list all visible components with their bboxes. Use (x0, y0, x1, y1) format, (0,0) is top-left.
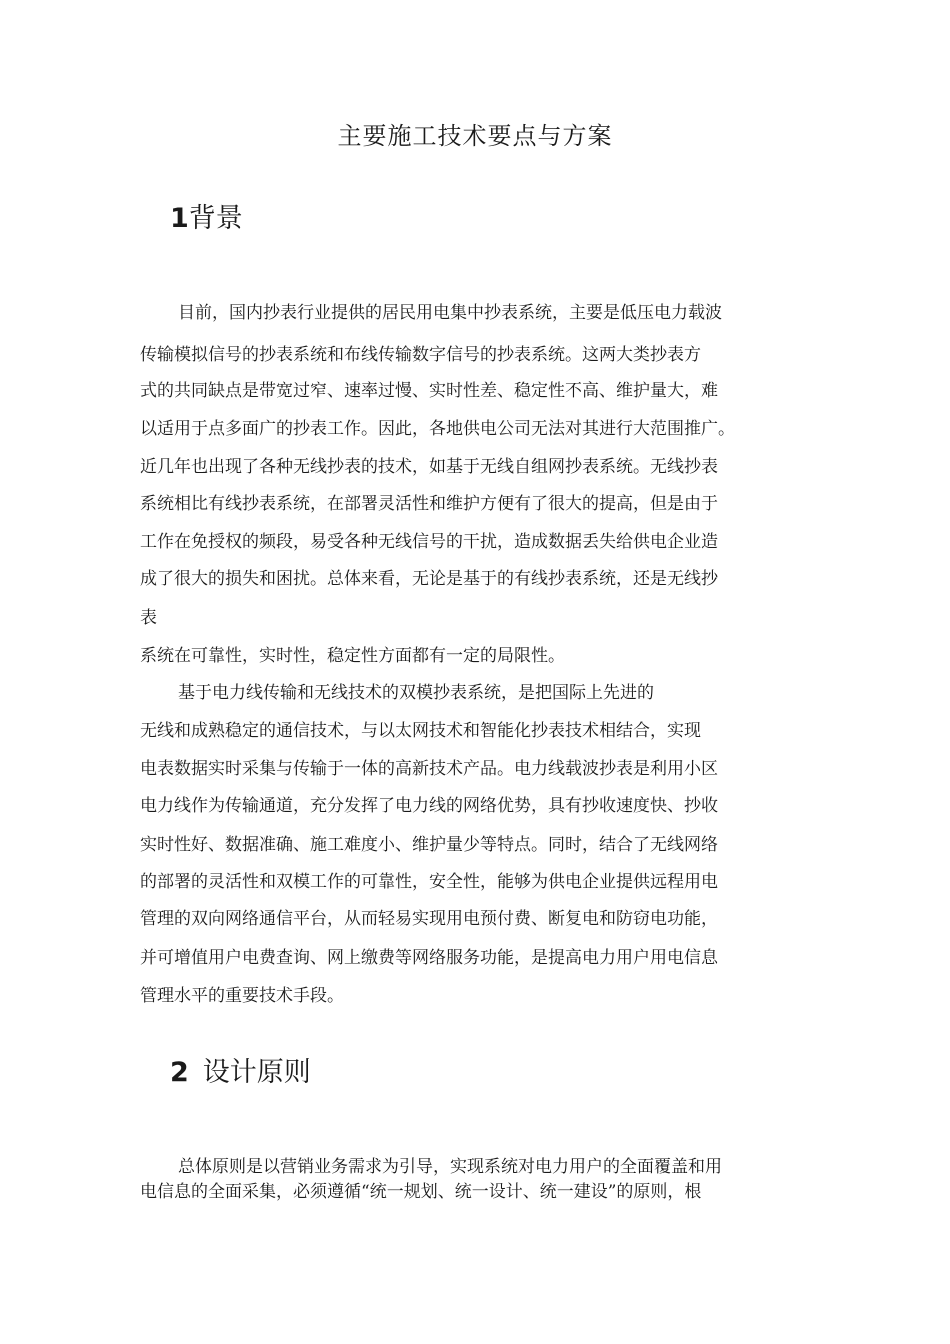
paragraph-line: 基于电力线传输和无线技术的双模抄表系统，是把国际上先进的 (178, 683, 654, 703)
paragraph-line: 的部署的灵活性和双模工作的可靠性，安全性，能够为供电企业提供远程用电 (140, 872, 718, 892)
paragraph-line: 电信息的全面采集，必须遵循“统一规划、统一设计、统一建设”的原则，根 (140, 1182, 702, 1202)
section-heading-design-principles (170, 1050, 311, 1089)
paragraph-line: 表 (140, 608, 157, 628)
paragraph-line: 成了很大的损失和困扰。总体来看，无论是基于的有线抄表系统，还是无线抄 (140, 569, 718, 589)
section-heading-background (170, 196, 243, 235)
paragraph-line: 总体原则是以营销业务需求为引导，实现系统对电力用户的全面覆盖和用 (178, 1157, 722, 1177)
paragraph-line: 以适用于点多面广的抄表工作。因此，各地供电公司无法对其进行大范围推广。 (140, 419, 735, 439)
section-title: 背景 (188, 203, 243, 234)
paragraph-line: 管理的双向网络通信平台，从而轻易实现用电预付费、断复电和防窃电功能， (140, 909, 718, 929)
paragraph-line: 工作在免授权的频段，易受各种无线信号的干扰，造成数据丢失给供电企业造 (140, 532, 718, 552)
paragraph-line: 实时性好、数据准确、施工难度小、维护量少等特点。同时，结合了无线网络 (140, 835, 718, 855)
paragraph-line: 系统相比有线抄表系统，在部署灵活性和维护方便有了很大的提高，但是由于 (140, 494, 718, 514)
paragraph-line: 系统在可靠性，实时性，稳定性方面都有一定的局限性。 (140, 646, 565, 666)
document-title: 主要施工技术要点与方案 (337, 122, 613, 150)
paragraph-line: 目前，国内抄表行业提供的居民用电集中抄表系统，主要是低压电力载波 (178, 303, 722, 323)
paragraph-line: 电表数据实时采集与传输于一体的高新技术产品。电力线载波抄表是利用小区 (140, 759, 718, 779)
paragraph-line: 传输模拟信号的抄表系统和布线传输数字信号的抄表系统。这两大类抄表方 (140, 345, 701, 365)
paragraph-line: 并可增值用户电费查询、网上缴费等网络服务功能，是提高电力用户用电信息 (140, 948, 718, 968)
section-number: 2 (170, 1057, 189, 1088)
paragraph-line: 电力线作为传输通道，充分发挥了电力线的网络优势，具有抄收速度快、抄收 (140, 796, 718, 816)
paragraph-line: 式的共同缺点是带宽过窄、速率过慢、实时性差、稳定性不高、维护量大，难 (140, 381, 718, 401)
paragraph-line: 管理水平的重要技术手段。 (140, 986, 344, 1006)
section-number: 1 (170, 203, 189, 234)
paragraph-line: 无线和成熟稳定的通信技术，与以太网技术和智能化抄表技术相结合，实现 (140, 721, 701, 741)
paragraph-line: 近几年也出现了各种无线抄表的技术，如基于无线自组网抄表系统。无线抄表 (140, 457, 718, 477)
section-title: 设计原则 (202, 1057, 311, 1088)
